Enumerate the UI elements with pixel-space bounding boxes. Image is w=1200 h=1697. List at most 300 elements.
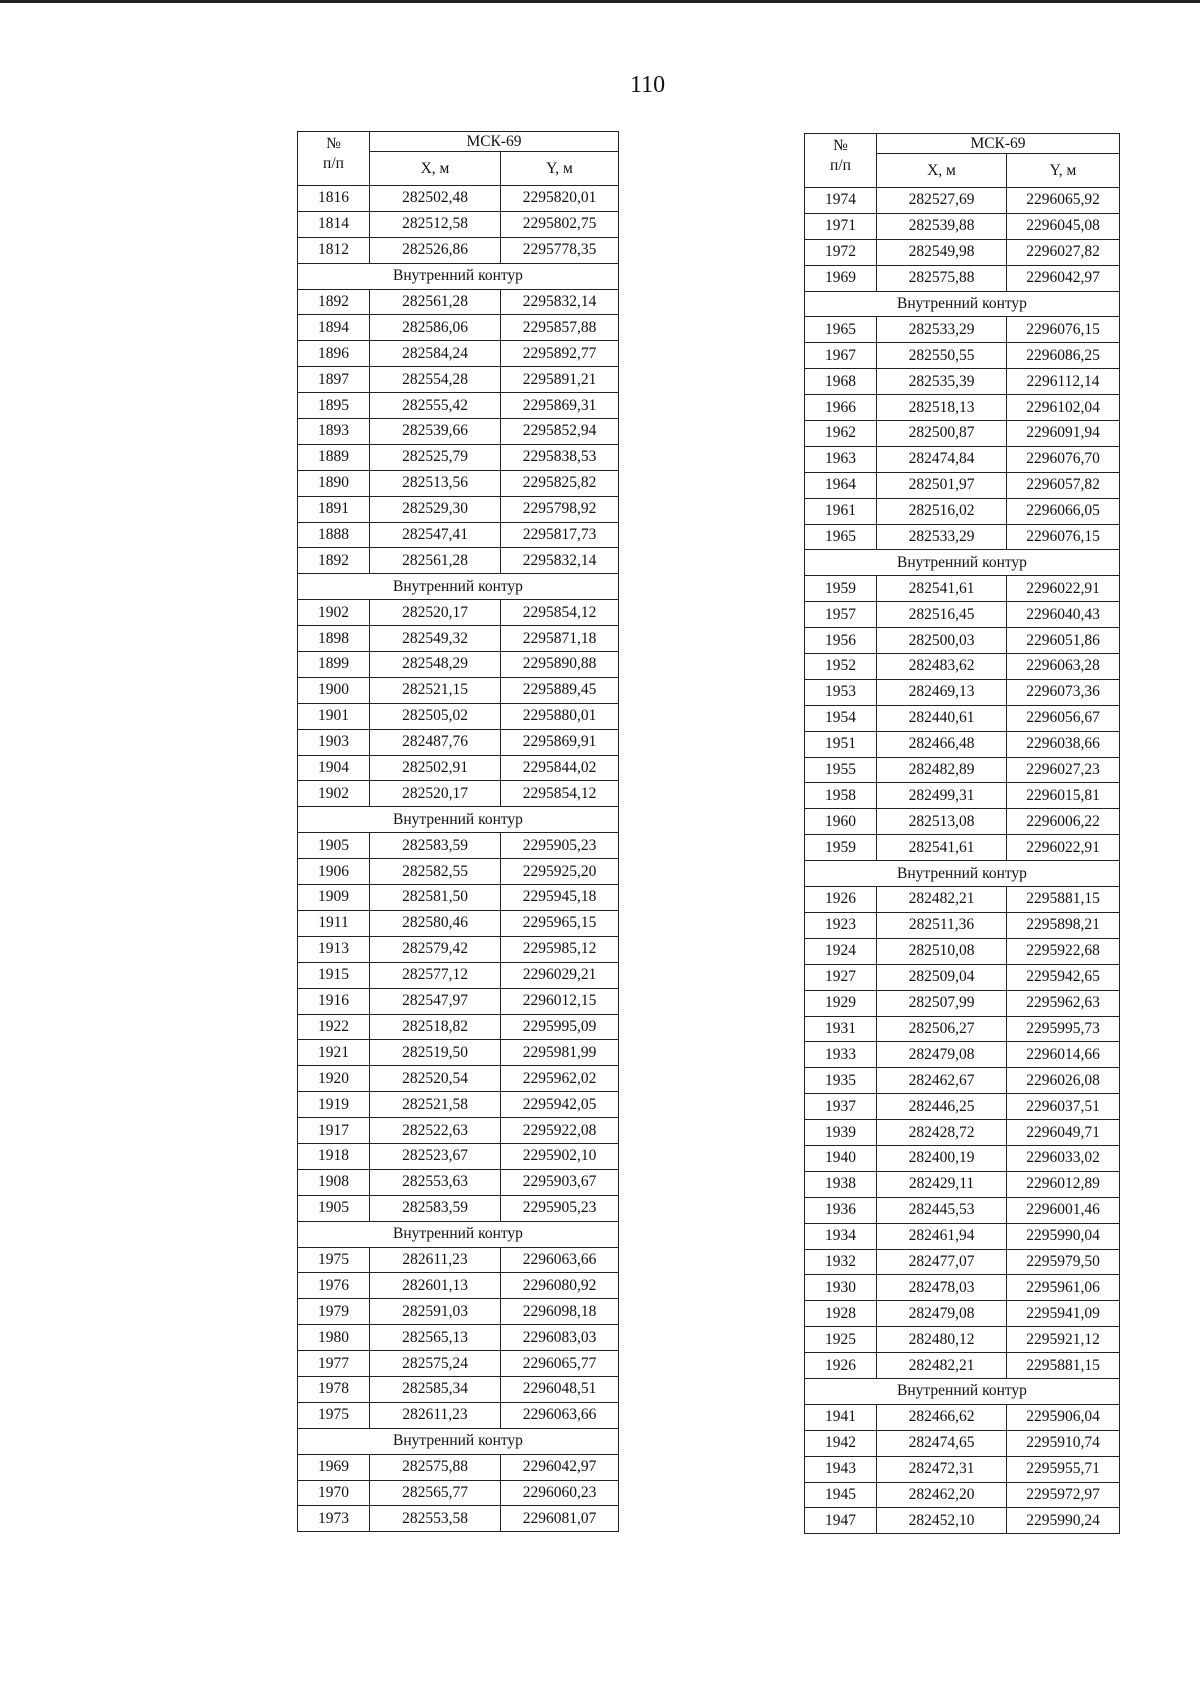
coord-x: 282507,99 xyxy=(877,990,1007,1016)
coord-x: 282575,24 xyxy=(370,1351,501,1377)
coord-x: 282479,08 xyxy=(877,1301,1007,1327)
coord-x: 282506,27 xyxy=(877,1016,1007,1042)
contour-label: Внутренний контур xyxy=(805,550,1120,576)
coord-x: 282548,29 xyxy=(370,652,501,678)
coord-y: 2295910,74 xyxy=(1007,1430,1120,1456)
table-row xyxy=(805,1353,1120,1379)
table-row xyxy=(805,343,1120,369)
coord-x: 282519,50 xyxy=(370,1040,501,1066)
point-number: 1905 xyxy=(298,833,370,859)
coord-y: 2295844,02 xyxy=(501,755,619,781)
table-row xyxy=(805,1508,1120,1534)
header-number-sub: п/п xyxy=(323,155,344,172)
coord-x: 282477,07 xyxy=(877,1249,1007,1275)
table-row xyxy=(805,446,1120,472)
point-number: 1889 xyxy=(298,444,370,470)
table-row xyxy=(298,419,619,445)
coord-x: 282580,46 xyxy=(370,910,501,936)
coord-y: 2296037,51 xyxy=(1007,1094,1120,1120)
table-row xyxy=(805,679,1120,705)
coord-y: 2295990,04 xyxy=(1007,1223,1120,1249)
contour-label: Внутренний контур xyxy=(298,1221,619,1247)
coord-y: 2296063,28 xyxy=(1007,654,1120,680)
coord-y: 2295802,75 xyxy=(501,211,619,237)
coord-x: 282462,67 xyxy=(877,1068,1007,1094)
point-number: 1899 xyxy=(298,652,370,678)
coord-x: 282513,56 xyxy=(370,470,501,496)
coord-y: 2295985,12 xyxy=(501,936,619,962)
point-number: 1967 xyxy=(805,343,877,369)
point-number: 1972 xyxy=(805,239,877,265)
header-y: Y, м xyxy=(1007,154,1120,188)
table-row xyxy=(805,628,1120,654)
table-row xyxy=(805,783,1120,809)
table-row xyxy=(298,1247,619,1273)
coordinates-left-body xyxy=(298,186,619,1532)
coord-y: 2295778,35 xyxy=(501,237,619,263)
coord-x: 282501,97 xyxy=(877,472,1007,498)
header-number xyxy=(298,132,370,186)
table-row xyxy=(298,729,619,755)
point-number: 1959 xyxy=(805,835,877,861)
coord-y: 2296076,15 xyxy=(1007,524,1120,550)
coord-x: 282502,91 xyxy=(370,755,501,781)
table-row xyxy=(298,1066,619,1092)
coord-x: 282518,82 xyxy=(370,1014,501,1040)
coord-x: 282474,84 xyxy=(877,446,1007,472)
coord-y: 2295798,92 xyxy=(501,496,619,522)
coord-x: 282525,79 xyxy=(370,444,501,470)
table-row xyxy=(298,1143,619,1169)
coord-x: 282529,30 xyxy=(370,496,501,522)
coord-x: 282583,59 xyxy=(370,1195,501,1221)
point-number: 1951 xyxy=(805,731,877,757)
coord-x: 282553,63 xyxy=(370,1169,501,1195)
table-row xyxy=(805,1171,1120,1197)
contour-separator-row xyxy=(298,807,619,833)
coord-y: 2295869,31 xyxy=(501,393,619,419)
coord-x: 282509,04 xyxy=(877,964,1007,990)
table-row xyxy=(298,341,619,367)
point-number: 1924 xyxy=(805,938,877,964)
table-row xyxy=(298,393,619,419)
point-number: 1816 xyxy=(298,186,370,212)
point-number: 1939 xyxy=(805,1120,877,1146)
coord-x: 282539,66 xyxy=(370,419,501,445)
contour-label: Внутренний контур xyxy=(298,574,619,600)
point-number: 1926 xyxy=(805,1353,877,1379)
coord-y: 2295995,73 xyxy=(1007,1016,1120,1042)
coord-y: 2295962,63 xyxy=(1007,990,1120,1016)
coord-y: 2296014,66 xyxy=(1007,1042,1120,1068)
coord-y: 2295891,21 xyxy=(501,367,619,393)
point-number: 1932 xyxy=(805,1249,877,1275)
point-number: 1935 xyxy=(805,1068,877,1094)
table-row xyxy=(298,936,619,962)
header-number-sign: № xyxy=(326,135,341,152)
table-row xyxy=(298,1402,619,1428)
coord-y: 2296027,82 xyxy=(1007,239,1120,265)
coord-y: 2295854,12 xyxy=(501,781,619,807)
coord-y: 2295892,77 xyxy=(501,341,619,367)
table-row xyxy=(805,1430,1120,1456)
coord-x: 282499,31 xyxy=(877,783,1007,809)
coord-x: 282565,13 xyxy=(370,1325,501,1351)
table-row xyxy=(298,781,619,807)
coord-x: 282582,55 xyxy=(370,859,501,885)
point-number: 1941 xyxy=(805,1404,877,1430)
coord-y: 2295922,68 xyxy=(1007,938,1120,964)
point-number: 1961 xyxy=(805,498,877,524)
coord-x: 282511,36 xyxy=(877,912,1007,938)
point-number: 1923 xyxy=(805,912,877,938)
coord-y: 2296086,25 xyxy=(1007,343,1120,369)
point-number: 1964 xyxy=(805,472,877,498)
table-row xyxy=(298,988,619,1014)
point-number: 1913 xyxy=(298,936,370,962)
table-row xyxy=(805,1094,1120,1120)
point-number: 1814 xyxy=(298,211,370,237)
coord-x: 282479,08 xyxy=(877,1042,1007,1068)
table-row xyxy=(298,237,619,263)
coord-y: 2295962,02 xyxy=(501,1066,619,1092)
coord-y: 2296033,02 xyxy=(1007,1145,1120,1171)
point-number: 1921 xyxy=(298,1040,370,1066)
contour-label: Внутренний контур xyxy=(805,1378,1120,1404)
table-row xyxy=(298,910,619,936)
coordinates-table-right xyxy=(804,133,1120,1534)
coord-y: 2296012,15 xyxy=(501,988,619,1014)
point-number: 1915 xyxy=(298,962,370,988)
table-row xyxy=(298,626,619,652)
point-number: 1919 xyxy=(298,1092,370,1118)
point-number: 1957 xyxy=(805,602,877,628)
coord-x: 282428,72 xyxy=(877,1120,1007,1146)
point-number: 1969 xyxy=(805,265,877,291)
header-y: Y, м xyxy=(501,152,619,186)
table-row xyxy=(298,367,619,393)
coord-x: 282429,11 xyxy=(877,1171,1007,1197)
coord-x: 282469,13 xyxy=(877,679,1007,705)
point-number: 1892 xyxy=(298,289,370,315)
coord-y: 2296057,82 xyxy=(1007,472,1120,498)
table-row xyxy=(298,600,619,626)
point-number: 1965 xyxy=(805,524,877,550)
coord-y: 2295990,24 xyxy=(1007,1508,1120,1534)
coord-y: 2296098,18 xyxy=(501,1299,619,1325)
coord-y: 2295995,09 xyxy=(501,1014,619,1040)
table-row xyxy=(298,1014,619,1040)
coord-y: 2296029,21 xyxy=(501,962,619,988)
coord-x: 282505,02 xyxy=(370,703,501,729)
coord-x: 282461,94 xyxy=(877,1223,1007,1249)
point-number: 1926 xyxy=(805,887,877,913)
coord-y: 2295869,91 xyxy=(501,729,619,755)
coord-y: 2295965,15 xyxy=(501,910,619,936)
coord-y: 2295961,06 xyxy=(1007,1275,1120,1301)
table-row xyxy=(805,705,1120,731)
contour-separator-row xyxy=(805,861,1120,887)
coord-x: 282483,62 xyxy=(877,654,1007,680)
coord-x: 282591,03 xyxy=(370,1299,501,1325)
coord-y: 2296063,66 xyxy=(501,1247,619,1273)
coord-x: 282554,28 xyxy=(370,367,501,393)
coord-x: 282575,88 xyxy=(877,265,1007,291)
coord-x: 282553,58 xyxy=(370,1506,501,1532)
table-row xyxy=(298,315,619,341)
point-number: 1976 xyxy=(298,1273,370,1299)
coord-y: 2296091,94 xyxy=(1007,421,1120,447)
coord-y: 2296065,92 xyxy=(1007,188,1120,214)
table-row xyxy=(298,885,619,911)
coord-y: 2296076,15 xyxy=(1007,317,1120,343)
table-row xyxy=(805,188,1120,214)
coord-y: 2295955,71 xyxy=(1007,1456,1120,1482)
point-number: 1977 xyxy=(298,1351,370,1377)
table-row xyxy=(805,1249,1120,1275)
point-number: 1904 xyxy=(298,755,370,781)
table-row xyxy=(805,524,1120,550)
point-number: 1896 xyxy=(298,341,370,367)
coord-x: 282478,03 xyxy=(877,1275,1007,1301)
coord-x: 282446,25 xyxy=(877,1094,1007,1120)
coord-x: 282462,20 xyxy=(877,1482,1007,1508)
coord-x: 282474,65 xyxy=(877,1430,1007,1456)
coord-x: 282561,28 xyxy=(370,289,501,315)
table-row xyxy=(805,213,1120,239)
coord-x: 282400,19 xyxy=(877,1145,1007,1171)
contour-label: Внутренний контур xyxy=(298,1428,619,1454)
coord-y: 2296015,81 xyxy=(1007,783,1120,809)
contour-separator-row xyxy=(805,550,1120,576)
table-row xyxy=(805,731,1120,757)
table-row xyxy=(805,239,1120,265)
point-number: 1918 xyxy=(298,1143,370,1169)
contour-separator-row xyxy=(805,1378,1120,1404)
coord-x: 282512,58 xyxy=(370,211,501,237)
point-number: 1945 xyxy=(805,1482,877,1508)
point-number: 1902 xyxy=(298,600,370,626)
table-row xyxy=(298,548,619,574)
coord-x: 282565,77 xyxy=(370,1480,501,1506)
coord-y: 2296073,36 xyxy=(1007,679,1120,705)
table-row xyxy=(805,1068,1120,1094)
point-number: 1971 xyxy=(805,213,877,239)
coord-y: 2296051,86 xyxy=(1007,628,1120,654)
coord-x: 282527,69 xyxy=(877,188,1007,214)
coord-x: 282541,61 xyxy=(877,576,1007,602)
contour-label: Внутренний контур xyxy=(298,263,619,289)
table-row xyxy=(298,1351,619,1377)
point-number: 1925 xyxy=(805,1327,877,1353)
coord-x: 282482,89 xyxy=(877,757,1007,783)
table-row xyxy=(298,833,619,859)
point-number: 1969 xyxy=(298,1454,370,1480)
table-row xyxy=(805,1016,1120,1042)
coord-y: 2296042,97 xyxy=(501,1454,619,1480)
point-number: 1906 xyxy=(298,859,370,885)
point-number: 1973 xyxy=(298,1506,370,1532)
point-number: 1937 xyxy=(805,1094,877,1120)
header-number-sign: № xyxy=(833,137,848,154)
coord-y: 2296040,43 xyxy=(1007,602,1120,628)
coord-y: 2296066,05 xyxy=(1007,498,1120,524)
coord-y: 2295898,21 xyxy=(1007,912,1120,938)
table-row xyxy=(298,1092,619,1118)
coord-x: 282521,58 xyxy=(370,1092,501,1118)
coord-y: 2295921,12 xyxy=(1007,1327,1120,1353)
point-number: 1903 xyxy=(298,729,370,755)
header-coordinate-system: МСК-69 xyxy=(877,134,1120,154)
point-number: 1902 xyxy=(298,781,370,807)
table-row xyxy=(805,1042,1120,1068)
coord-x: 282539,88 xyxy=(877,213,1007,239)
coord-x: 282585,34 xyxy=(370,1376,501,1402)
coord-y: 2296027,23 xyxy=(1007,757,1120,783)
coord-y: 2296056,67 xyxy=(1007,705,1120,731)
coord-y: 2295820,01 xyxy=(501,186,619,212)
coord-y: 2295979,50 xyxy=(1007,1249,1120,1275)
table-row xyxy=(805,938,1120,964)
coord-x: 282601,13 xyxy=(370,1273,501,1299)
coord-y: 2295832,14 xyxy=(501,548,619,574)
header-x: X, м xyxy=(370,152,501,186)
table-row xyxy=(298,1299,619,1325)
table-row xyxy=(805,1482,1120,1508)
point-number: 1920 xyxy=(298,1066,370,1092)
point-number: 1938 xyxy=(805,1171,877,1197)
point-number: 1812 xyxy=(298,237,370,263)
coord-y: 2296026,08 xyxy=(1007,1068,1120,1094)
coord-x: 282522,63 xyxy=(370,1118,501,1144)
table-row xyxy=(805,1275,1120,1301)
contour-label: Внутренний контур xyxy=(298,807,619,833)
coord-y: 2296112,14 xyxy=(1007,369,1120,395)
point-number: 1936 xyxy=(805,1197,877,1223)
coord-x: 282518,13 xyxy=(877,395,1007,421)
point-number: 1916 xyxy=(298,988,370,1014)
coord-x: 282445,53 xyxy=(877,1197,1007,1223)
coord-y: 2295880,01 xyxy=(501,703,619,729)
coord-y: 2295972,97 xyxy=(1007,1482,1120,1508)
page-number: 110 xyxy=(630,72,666,98)
coord-x: 282550,55 xyxy=(877,343,1007,369)
table-row xyxy=(805,1145,1120,1171)
point-number: 1890 xyxy=(298,470,370,496)
table-row xyxy=(805,990,1120,1016)
point-number: 1958 xyxy=(805,783,877,809)
point-number: 1965 xyxy=(805,317,877,343)
coord-x: 282541,61 xyxy=(877,835,1007,861)
table-row xyxy=(298,1169,619,1195)
coord-x: 282561,28 xyxy=(370,548,501,574)
table-row xyxy=(298,496,619,522)
table-row xyxy=(298,962,619,988)
coord-y: 2295942,05 xyxy=(501,1092,619,1118)
contour-separator-row xyxy=(298,263,619,289)
point-number: 1922 xyxy=(298,1014,370,1040)
coord-y: 2295832,14 xyxy=(501,289,619,315)
table-row xyxy=(805,602,1120,628)
coord-x: 282584,24 xyxy=(370,341,501,367)
table-row xyxy=(298,677,619,703)
coord-x: 282586,06 xyxy=(370,315,501,341)
table-row xyxy=(298,289,619,315)
coord-y: 2295857,88 xyxy=(501,315,619,341)
coord-x: 282547,97 xyxy=(370,988,501,1014)
contour-label: Внутренний контур xyxy=(805,861,1120,887)
coord-x: 282611,23 xyxy=(370,1402,501,1428)
contour-separator-row xyxy=(298,1221,619,1247)
coord-y: 2296081,07 xyxy=(501,1506,619,1532)
point-number: 1943 xyxy=(805,1456,877,1482)
coord-y: 2295881,15 xyxy=(1007,887,1120,913)
coord-y: 2296045,08 xyxy=(1007,213,1120,239)
header-x: X, м xyxy=(877,154,1007,188)
coord-x: 282500,87 xyxy=(877,421,1007,447)
table-row xyxy=(298,522,619,548)
table-row xyxy=(805,1327,1120,1353)
coord-x: 282549,98 xyxy=(877,239,1007,265)
coord-x: 282526,86 xyxy=(370,237,501,263)
coord-y: 2295906,04 xyxy=(1007,1404,1120,1430)
point-number: 1975 xyxy=(298,1247,370,1273)
table-row xyxy=(298,859,619,885)
coord-x: 282579,42 xyxy=(370,936,501,962)
table-row xyxy=(805,654,1120,680)
coord-y: 2296102,04 xyxy=(1007,395,1120,421)
point-number: 1928 xyxy=(805,1301,877,1327)
table-row xyxy=(805,1404,1120,1430)
coord-x: 282487,76 xyxy=(370,729,501,755)
point-number: 1908 xyxy=(298,1169,370,1195)
coord-y: 2295871,18 xyxy=(501,626,619,652)
point-number: 1974 xyxy=(805,188,877,214)
point-number: 1980 xyxy=(298,1325,370,1351)
coord-y: 2296060,23 xyxy=(501,1480,619,1506)
coord-y: 2295905,23 xyxy=(501,1195,619,1221)
point-number: 1901 xyxy=(298,703,370,729)
contour-separator-row xyxy=(298,1428,619,1454)
point-number: 1931 xyxy=(805,1016,877,1042)
coord-y: 2295945,18 xyxy=(501,885,619,911)
coord-y: 2296022,91 xyxy=(1007,835,1120,861)
point-number: 1891 xyxy=(298,496,370,522)
coord-y: 2295854,12 xyxy=(501,600,619,626)
coord-x: 282549,32 xyxy=(370,626,501,652)
point-number: 1927 xyxy=(805,964,877,990)
table-row xyxy=(805,395,1120,421)
coord-y: 2296006,22 xyxy=(1007,809,1120,835)
point-number: 1979 xyxy=(298,1299,370,1325)
point-number: 1888 xyxy=(298,522,370,548)
coord-y: 2296048,51 xyxy=(501,1376,619,1402)
table-row xyxy=(805,498,1120,524)
table-row xyxy=(805,835,1120,861)
point-number: 1933 xyxy=(805,1042,877,1068)
coord-y: 2295889,45 xyxy=(501,677,619,703)
point-number: 1930 xyxy=(805,1275,877,1301)
coord-y: 2295881,15 xyxy=(1007,1353,1120,1379)
coord-y: 2295942,65 xyxy=(1007,964,1120,990)
point-number: 1963 xyxy=(805,446,877,472)
contour-label: Внутренний контур xyxy=(805,291,1120,317)
coord-y: 2295941,09 xyxy=(1007,1301,1120,1327)
point-number: 1947 xyxy=(805,1508,877,1534)
point-number: 1962 xyxy=(805,421,877,447)
coord-y: 2296076,70 xyxy=(1007,446,1120,472)
point-number: 1968 xyxy=(805,369,877,395)
